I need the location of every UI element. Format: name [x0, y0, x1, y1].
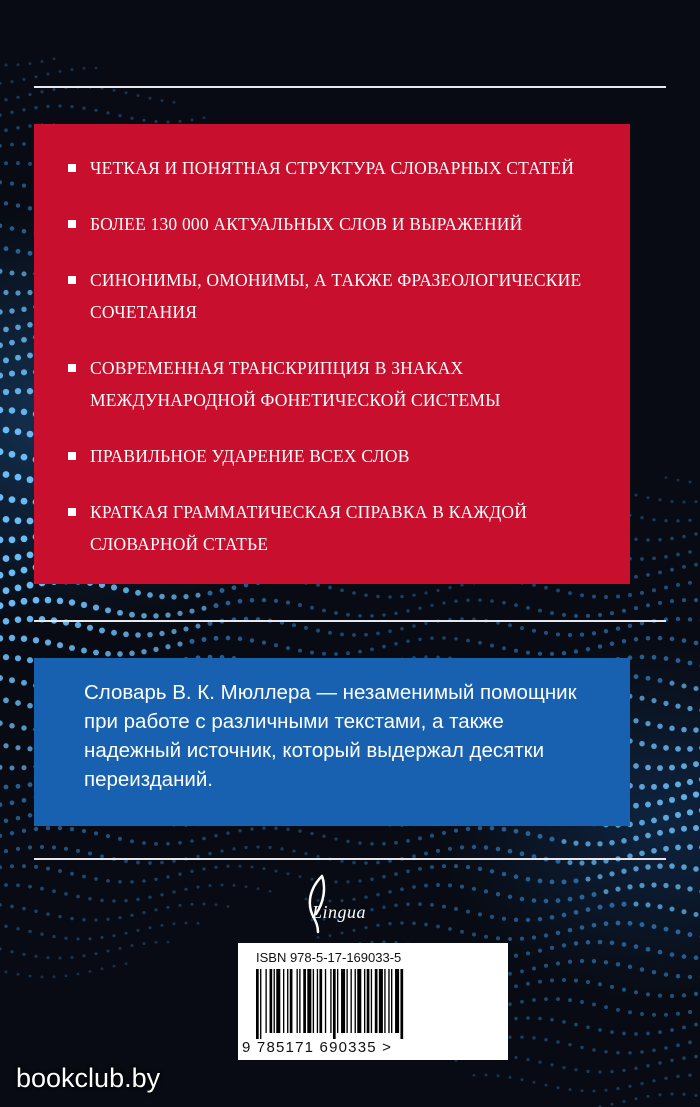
square-bullet-icon — [68, 364, 76, 372]
feature-item — [68, 208, 630, 240]
square-bullet-icon — [68, 164, 76, 172]
feature-text: БОЛЕЕ 130 000 АКТУАЛЬНЫХ СЛОВ И ВЫРАЖЕНИЙ — [90, 214, 523, 234]
feature-item — [68, 264, 630, 328]
square-bullet-icon — [68, 452, 76, 460]
description-panel — [34, 658, 630, 826]
feature-item — [68, 152, 630, 184]
feature-item — [68, 440, 630, 472]
barcode-label — [238, 943, 508, 1060]
publisher-logo — [300, 874, 410, 934]
bottom-divider — [34, 858, 666, 860]
square-bullet-icon — [68, 276, 76, 284]
barcode-bars — [256, 969, 490, 1039]
ean-digits: 9 785171 690335 > — [242, 1039, 393, 1056]
feature-text: ПРАВИЛЬНОЕ УДАРЕНИЕ ВСЕХ СЛОВ — [90, 446, 410, 466]
description-text: Словарь В. К. Мюллера — незаменимый помощник при работе с различными текстами, а также надежный источник, который выдержал десятки переизданий. — [84, 681, 577, 791]
feature-text: СИНОНИМЫ, ОМОНИМЫ, А ТАКЖЕ ФРАЗЕОЛОГИЧЕСКИЕ СОЧЕТАНИЯ — [90, 270, 582, 322]
feature-item — [68, 496, 630, 560]
middle-divider — [34, 620, 666, 622]
square-bullet-icon — [68, 220, 76, 228]
feature-text: СОВРЕМЕННАЯ ТРАНСКРИПЦИЯ В ЗНАКАХ МЕЖДУНАРОДНОЙ ФОНЕТИЧЕСКОЙ СИСТЕМЫ — [90, 358, 501, 410]
site-watermark: bookclub.by — [16, 1063, 161, 1093]
feature-text: КРАТКАЯ ГРАММАТИЧЕСКАЯ СПРАВКА В КАЖДОЙ СЛОВАРНОЙ СТАТЬЕ — [90, 502, 528, 554]
isbn-text: ISBN 978-5-17-169033-5 — [256, 950, 402, 965]
top-divider — [34, 86, 666, 88]
features-panel — [34, 124, 630, 584]
square-bullet-icon — [68, 508, 76, 516]
feature-item — [68, 352, 630, 416]
feature-text: ЧЕТКАЯ И ПОНЯТНАЯ СТРУКТУРА СЛОВАРНЫХ СТАТЕЙ — [90, 158, 575, 178]
publisher-name: Lingua — [312, 902, 367, 922]
